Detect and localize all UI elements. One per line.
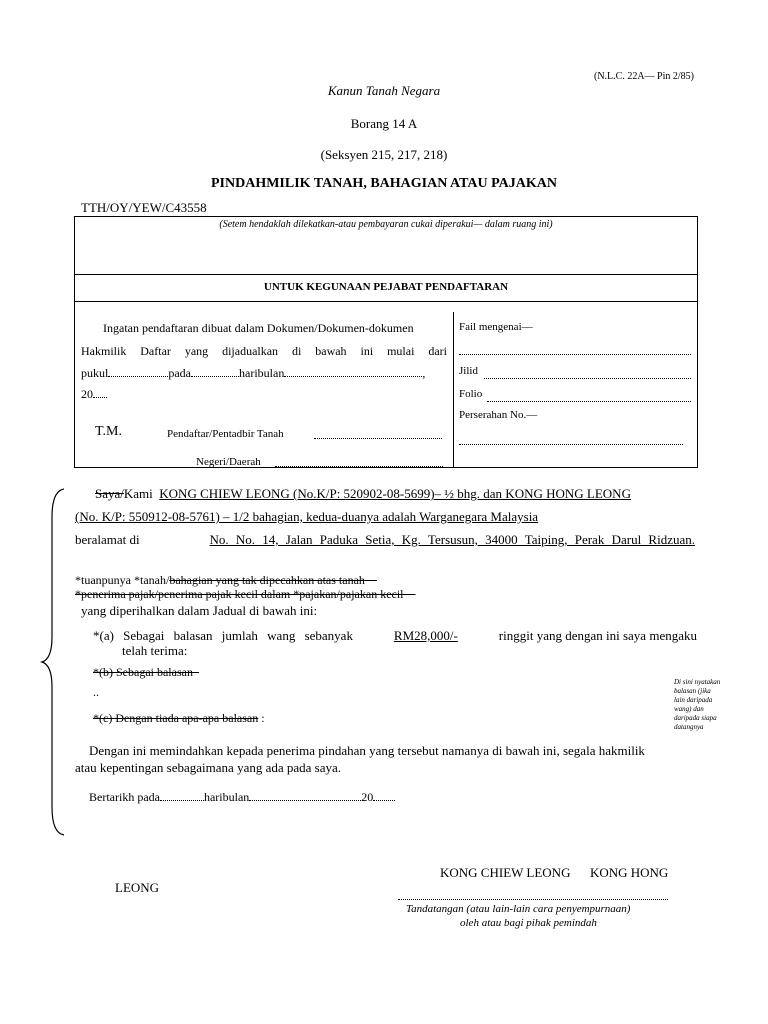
signature-line: [398, 889, 668, 900]
transfer-line-2: atau kepentingan sebagaimana yang ada pada saya.: [75, 760, 342, 775]
folio-line: [487, 388, 691, 402]
memo-haribulan: haribulan: [239, 366, 285, 380]
option-a-line: [93, 628, 697, 644]
signatory-names: [440, 865, 668, 881]
memo-pada: pada: [168, 366, 191, 380]
curly-brace: [38, 487, 66, 837]
option-a-suffix: ringgit yang dengan ini saya mengaku: [498, 628, 697, 643]
saya-struck: Saya/: [95, 486, 124, 501]
transferor-line-1: [95, 486, 631, 502]
dated-haribulan: haribulan: [203, 790, 250, 804]
dated-year: 20: [361, 790, 374, 804]
address-line: [75, 532, 695, 548]
divider: [453, 312, 454, 467]
dated-label: Bertarikh pada: [89, 790, 160, 804]
jilid-label: Jilid: [459, 365, 478, 377]
memo-pukul: pukul: [81, 366, 109, 380]
divider: [75, 274, 697, 275]
address-prefix: beralamat di: [75, 532, 140, 547]
signatory-2: KONG HONG: [589, 865, 669, 880]
option-c-line: *(c) Dengan tiada apa-apa balasan :: [93, 711, 265, 725]
file-reference: TTH/OY/YEW/C43558: [81, 200, 207, 215]
option-a-amount: RM28,000/-: [393, 628, 458, 643]
fail-label: Fail mengenai—: [459, 321, 533, 333]
party-line-2: (No. K/P: 550912-08-5761) – 1/2 bahagian, kedua-duanya adalah Warganegara Malaysia: [75, 509, 539, 524]
office-use-heading: UNTUK KEGUNAAN PEJABAT PENDAFTARAN: [263, 281, 509, 293]
page-title: PINDAHMILIK TANAH, BAHAGIAN ATAU PAJAKAN: [211, 176, 557, 191]
owner-prefix: *tuanpunya *tanah/: [75, 573, 170, 587]
jilid-line: [484, 365, 691, 379]
owner-struck: bahagian yang tak dipecahkan atas tanah: [169, 573, 365, 587]
side-note: Di sini nyatakan balasan (jika lain daripada wang) dan daripada siapa datangnya: [674, 678, 721, 731]
form-ref-code: (N.L.C. 22A— Pin 2/85): [594, 71, 694, 82]
option-a-line-2: telah terima:: [122, 643, 188, 658]
dated-line: [89, 790, 395, 805]
registration-box: [74, 216, 698, 468]
signature-caption-1: Tandatangan (atau lain-lain cara penyempurnaan): [406, 903, 631, 915]
address-value: No. No. 14, Jalan Paduka Setia, Kg. Tersusun, 34000 Taiping, Perak Darul Ridzuan.: [209, 532, 695, 547]
form-number: Borang 14 A: [350, 116, 418, 131]
option-a-prefix: *(a) Sebagai balasan jumlah wang sebanyak: [93, 628, 353, 643]
perserahan-label: Perserahan No.—: [459, 409, 538, 421]
memo-year: 20: [81, 387, 107, 402]
fail-line: [459, 341, 691, 355]
tm-label: T.M.: [95, 424, 122, 439]
kami-label: Kami: [123, 486, 153, 501]
memo-line-2: Hakmilik Daftar yang dijadualkan di bawah ini mulai dari: [81, 344, 447, 358]
stamp-note: (Setem hendaklah dilekatkan-atau pembayaran cukai diperakui— dalam ruang ini): [219, 219, 553, 230]
party-line-1: KONG CHIEW LEONG (No.K/P: 520902-08-5699)– ½ bhg. dan KONG HONG LEONG: [159, 486, 631, 501]
owner-line: [75, 573, 377, 588]
memo-line-1: Ingatan pendaftaran dibuat dalam Dokumen/Dokumen-dokumen: [103, 321, 414, 335]
folio-label: Folio: [459, 388, 483, 400]
lessee-struck: *penerima pajak/penerima pajak kecil dalam *pajakan/pajakan kecil: [75, 587, 404, 601]
state-line: [275, 453, 443, 467]
registrar-signature-line: [314, 425, 442, 439]
described-line: yang diperihalkan dalam Jadual di bawah ini:: [81, 603, 318, 618]
divider: [75, 301, 697, 302]
perserahan-line: [459, 431, 683, 445]
sections-ref: (Seksyen 215, 217, 218): [320, 147, 448, 162]
memo-line-3: pukul pada haribulan ,: [81, 366, 426, 380]
option-b-dots: ..: [93, 685, 99, 699]
registrar-label: Pendaftar/Pentadbir Tanah: [167, 428, 284, 440]
state-label: Negeri/Daerah: [196, 456, 261, 468]
transfer-line-1: Dengan ini memindahkan kepada penerima pindahan yang tersebut namanya di bawah ini, segala hakmilik: [89, 743, 645, 758]
signature-caption-2: oleh atau bagi pihak pemindah: [460, 917, 597, 929]
signatory-1: KONG CHIEW LEONG: [440, 865, 571, 880]
act-title: Kanun Tanah Negara: [327, 83, 441, 98]
option-b-struck: *(b) Sebagai balasan: [93, 665, 193, 679]
signatory-2-cont: LEONG: [115, 880, 160, 895]
option-c-struck: *(c) Dengan tiada apa-apa balasan: [93, 711, 259, 725]
